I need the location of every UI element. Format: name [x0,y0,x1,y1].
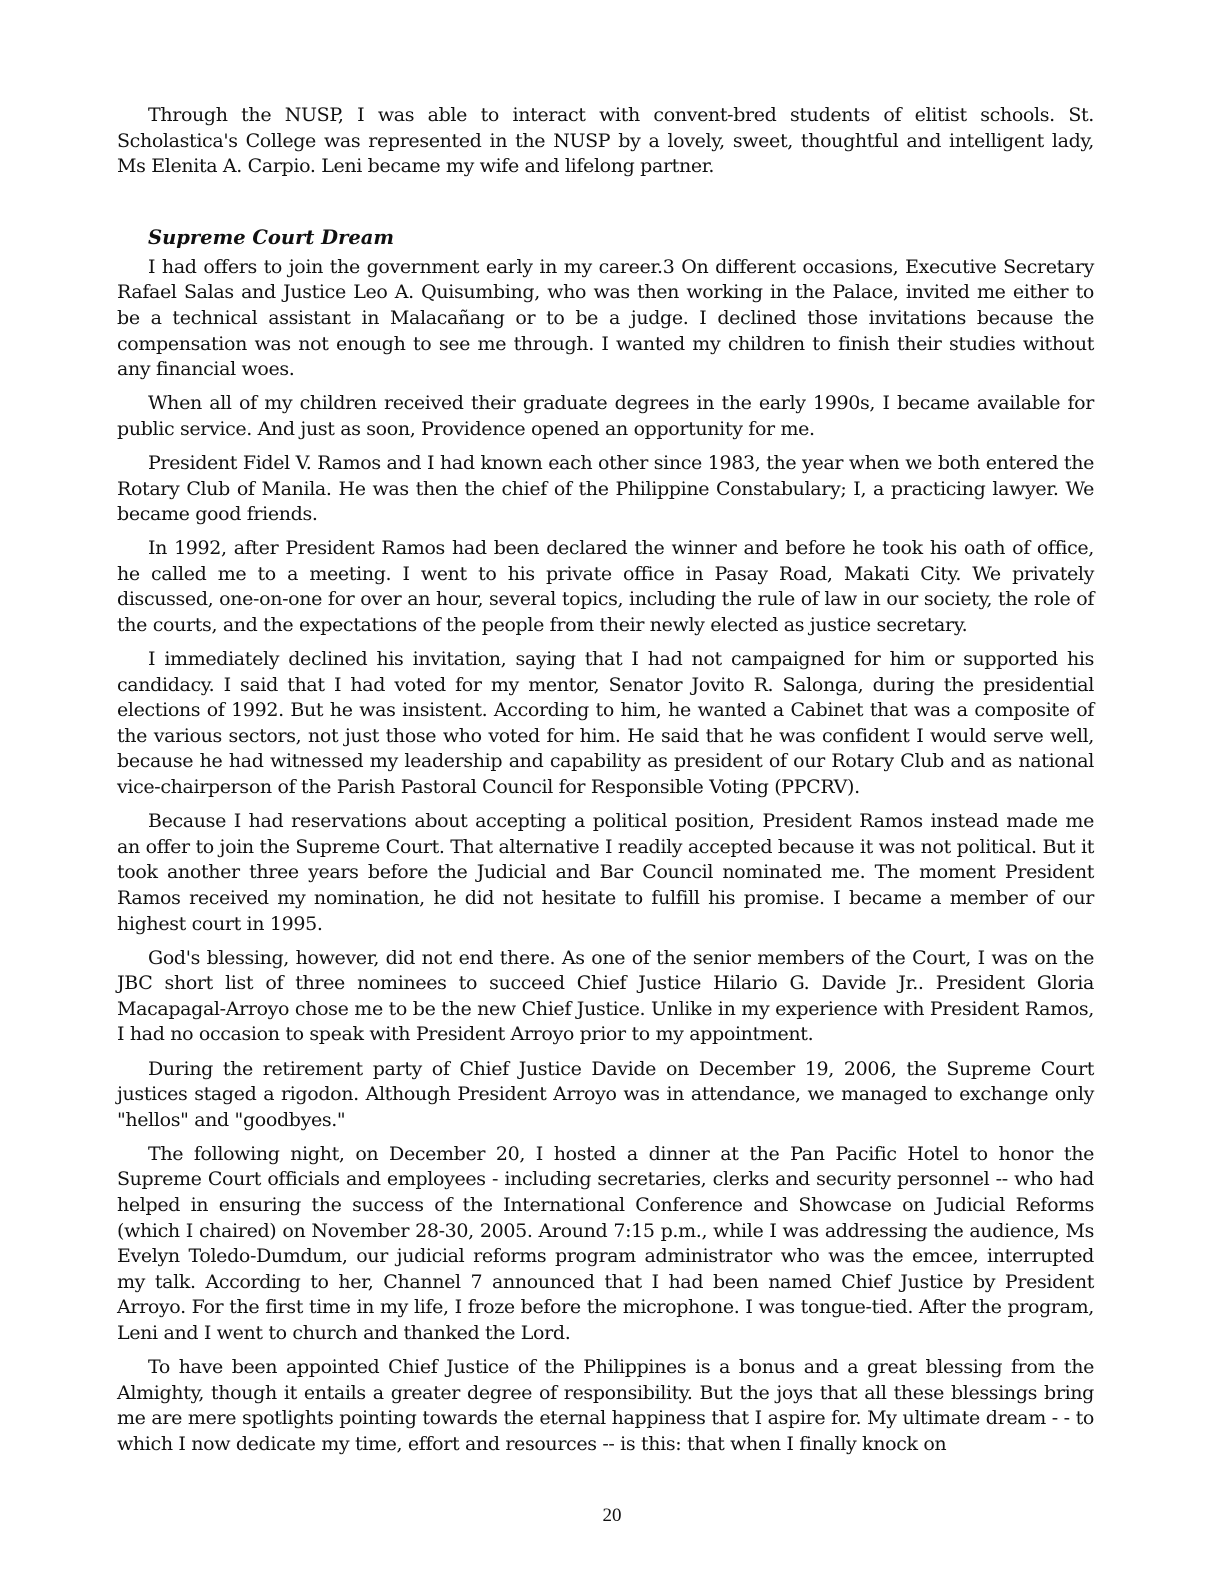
paragraph-offers: I had offers to join the government early in my career.3 On different occasions, Executive Secretary Rafael Salas and Justice Leo A. Quisumbing, who was then working in the Palace, invited me either to be a technical assistant in Malacañang or to be a judge. I declined those invitations because the compensation was not enough to see me through. I wanted my children to finish their studies without any financial woes. [117,255,1094,381]
page-body [117,103,1094,1457]
paragraph-nusp: Through the NUSP, I was able to interact with convent-bred students of elitist schools. St. Scholastica's College was represented in the NUSP by a lovely, sweet, thoughtful and intelligent lady, Ms Elenita A. Carpio. Leni became my wife and lifelong partner. [117,104,1094,178]
paragraph-retirement-party: During the retirement party of Chief Justice Davide on December 19, 2006, the Supreme Court justices staged a rigodon. Although President Arroyo was in attendance, we managed to exchange only "hellos" and "goodbyes." [117,1057,1094,1131]
paragraph-chief-justice-blessing: To have been appointed Chief Justice of the Philippines is a bonus and a great blessing from the Almighty, though it entails a greater degree of responsibility. But the joys that all these blessings bring me are mere spotlights pointing towards the eternal happiness that I aspire for. My ultimate dream - - to which I now dedicate my time, effort and resources -- is this: that when I finally knock on [117,1356,1094,1455]
section-heading: Supreme Court Dream [148,225,395,249]
paragraph-gods-blessing: God's blessing, however, did not end there. As one of the senior members of the Court, I was on the JBC short list of three nominees to succeed Chief Justice Hilario G. Davide Jr.. President Gloria Macapagal-Arroyo chose me to be the new Chief Justice. Unlike in my experience with President Ramos, I had no occasion to speak with President Arroyo prior to my appointment. [117,946,1094,1046]
page-number: 20 [602,1505,622,1526]
paragraph-ramos-friendship: President Fidel V. Ramos and I had known each other since 1983, the year when we both entered the Rotary Club of Manila. He was then the chief of the Philippine Constabulary; I, a practicing lawyer. We became good friends. [117,451,1094,526]
paragraph-graduate-degrees: When all of my children received their graduate degrees in the early 1990s, I became available for public service. And just as soon, Providence opened an opportunity for me. [117,392,1094,440]
paragraph-1992-meeting: In 1992, after President Ramos had been declared the winner and before he took his oath of office, he called me to a meeting. I went to his private office in Pasay Road, Makati City. We privately discussed, one-on-one for over an hour, several topics, including the rule of law in our society, the role of the courts, and the expectations of the people from their newly elected as justice secretary. [117,537,1094,636]
paragraph-supreme-court-offer: Because I had reservations about accepting a political position, President Ramos instead made me an offer to join the Supreme Court. That alternative I readily accepted because it was not political. But it took another three years before the Judicial and Bar Council nominated me. The moment President Ramos received my nomination, he did not hesitate to fulfill his promise. I became a member of our highest court in 1995. [117,810,1094,935]
paragraph-following-night: The following night, on December 20, I hosted a dinner at the Pan Pacific Hotel to honor the Supreme Court officials and employees - including secretaries, clerks and security personnel -- who had helped in ensuring the success of the International Conference and Showcase on Judicial Reforms (which I chaired) on November 28-30, 2005. Around 7:15 p.m., while I was addressing the audience, Ms Evelyn Toledo-Dumdum, our judicial reforms program administrator who was the emcee, interrupted my talk. According to her, Channel 7 announced that I had been named Chief Justice by President Arroyo. For the first time in my life, I froze before the microphone. I was tongue-tied. After the program, Leni and I went to church and thanked the Lord. [117,1142,1094,1344]
paragraph-declined-invitation: I immediately declined his invitation, saying that I had not campaigned for him or supported his candidacy. I said that I had voted for my mentor, Senator Jovito R. Salonga, during the presidential elections of 1992. But he was insistent. According to him, he wanted a Cabinet that was a composite of the various sectors, not just those who voted for him. He said that he was confident I would serve well, because he had witnessed my leadership and capability as president of our Rotary Club and as national vice-chairperson of the Parish Pastoral Council for Responsible Voting (PPCRV). [117,648,1094,799]
